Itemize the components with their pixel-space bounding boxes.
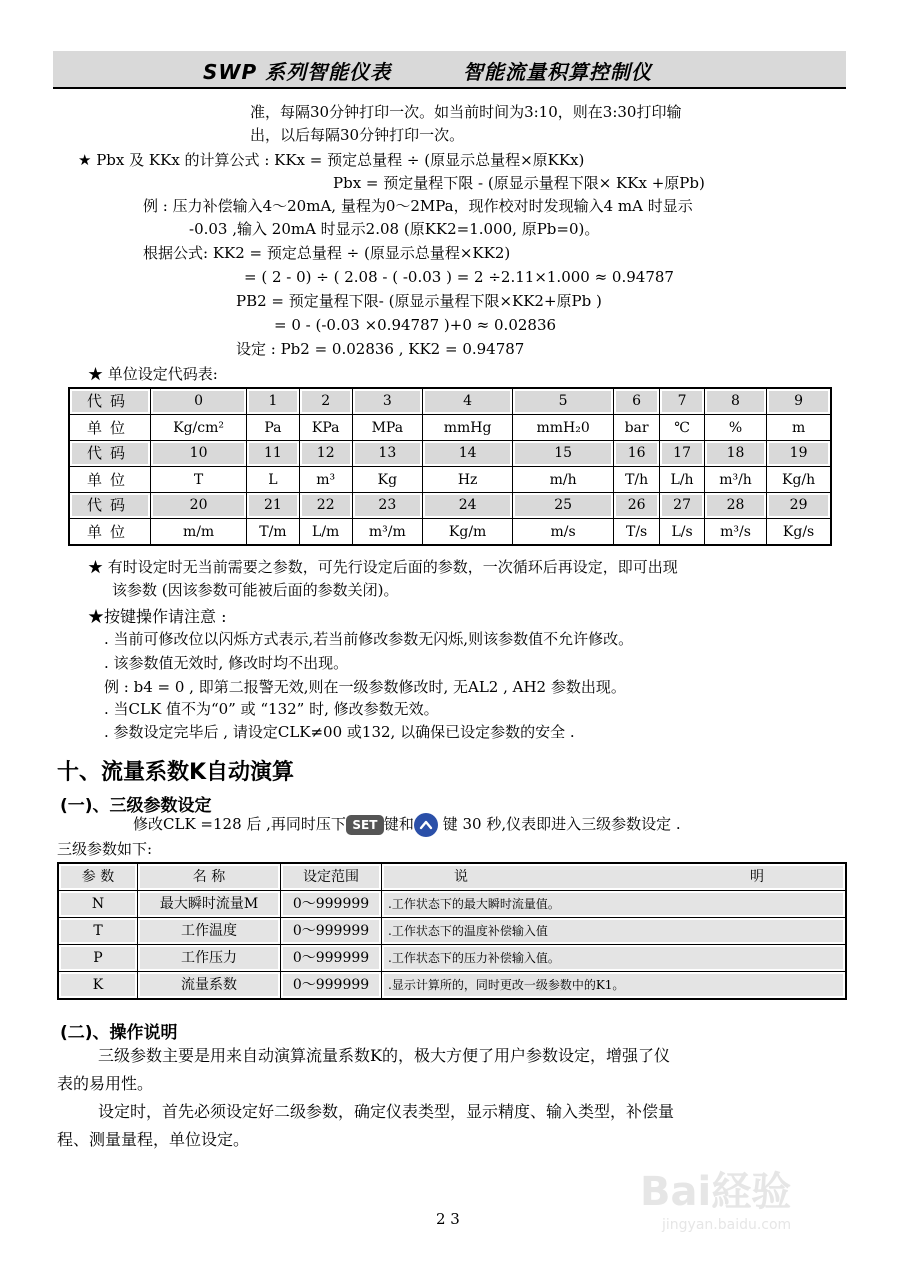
unit-cell: m³/s — [704, 519, 766, 546]
code-value: 27 — [662, 495, 702, 516]
unit-label-cell — [69, 467, 151, 493]
param-row — [58, 972, 846, 1000]
up-arrow-key-icon — [414, 813, 438, 837]
param-range: 0～999999 — [283, 920, 379, 942]
body-line: 设定时，首先必须设定好二级参数，确定仪表类型，显示精度、输入类型，补偿量 — [98, 1102, 675, 1121]
unit-cell: m/m — [151, 519, 247, 546]
param-range: 0～999999 — [283, 974, 379, 996]
code-cell — [513, 441, 614, 467]
code-cell — [247, 493, 300, 519]
unit-table-title: ★ 单位设定代码表: — [88, 365, 218, 383]
note-heading: ★按键操作请注意 : — [88, 607, 227, 626]
code-cell — [767, 441, 831, 467]
param-desc: .工作状态下的最大瞬时流量值。 — [384, 893, 843, 915]
para-line: 准，每隔30分钟打印一次。如当前时间为3:10，则在3:30打印输 — [250, 103, 682, 121]
code-cell — [422, 493, 512, 519]
body-line: 三级参数主要是用来自动演算流量系数K的，极大方便了用户参数设定，增强了仪 — [98, 1046, 670, 1065]
unit-cell: m/h — [513, 467, 614, 493]
code-value: 14 — [425, 443, 510, 464]
param-intro: 三级参数如下: — [57, 840, 153, 858]
unit-cell: m³/m — [352, 519, 422, 546]
code-cell — [767, 493, 831, 519]
code-value: 17 — [662, 443, 702, 464]
param-name: 流量系数 — [140, 974, 278, 996]
formula-line: 设定 : Pb2 = 0.02836 , KK2 = 0.94787 — [236, 340, 525, 358]
body-line: 表的易用性。 — [57, 1074, 154, 1093]
unit-cell: m/s — [513, 519, 614, 546]
unit-cell: Kg/h — [767, 467, 831, 493]
note-line: . 当前可修改位以闪烁方式表示,若当前修改参数无闪烁,则该参数值不允许修改。 — [104, 630, 634, 648]
unit-cell: MPa — [352, 415, 422, 441]
code-value: 9 — [769, 391, 828, 412]
header-cell: 设定范围 — [283, 866, 379, 888]
code-cell — [704, 388, 766, 415]
unit-cell: bar — [613, 415, 659, 441]
unit-cell: mmHg — [422, 415, 512, 441]
watermark-brand: Bai経验 — [640, 1169, 792, 1215]
unit-code-table — [68, 387, 832, 546]
unit-code-row — [69, 441, 831, 467]
param-name: 工作温度 — [140, 920, 278, 942]
code-cell — [422, 441, 512, 467]
unit-label: 单位 — [86, 419, 133, 437]
watermark — [640, 1160, 791, 1233]
code-cell — [352, 441, 422, 467]
param-range: 0～999999 — [283, 893, 379, 915]
code-cell — [767, 388, 831, 415]
unit-cell: T/h — [613, 467, 659, 493]
code-value: 21 — [249, 495, 297, 516]
code-value: 19 — [769, 443, 828, 464]
unit-cell: L/m — [299, 519, 352, 546]
unit-name-row — [69, 519, 831, 546]
param-table — [57, 862, 847, 1000]
code-cell — [352, 388, 422, 415]
code-label: 代码 — [72, 391, 148, 412]
code-value: 22 — [302, 495, 350, 516]
code-value: 28 — [707, 495, 764, 516]
param-range: 0～999999 — [283, 947, 379, 969]
watermark-url: jingyan.baidu.com — [662, 1217, 792, 1233]
code-value: 24 — [425, 495, 510, 516]
page-number: 2 3 — [436, 1210, 460, 1228]
note-line: 该参数 (因该参数可能被后面的参数关闭)。 — [112, 581, 399, 599]
note-line: ★ 有时设定时无当前需要之参数，可先行设定后面的参数，一次循环后再设定，即可出现 — [88, 558, 678, 576]
code-cell — [704, 441, 766, 467]
param-table-header — [58, 863, 846, 891]
unit-cell: L — [247, 467, 300, 493]
unit-cell: m — [767, 415, 831, 441]
header-cell: 名 称 — [140, 866, 278, 888]
section-title: 十、流量系数K自动演算 — [57, 760, 295, 785]
unit-cell: Kg/cm² — [151, 415, 247, 441]
param-symbol: P — [61, 947, 135, 969]
note-line: . 参数设定完毕后 , 请设定CLK≠00 或132, 以确保已设定参数的安全 . — [104, 723, 575, 741]
header-word: 说 — [454, 869, 468, 885]
param-desc: .工作状态下的压力补偿输入值。 — [384, 947, 843, 969]
unit-cell: T/m — [247, 519, 300, 546]
code-cell — [660, 493, 705, 519]
code-label-cell — [69, 388, 151, 415]
note-line: 例 : b4 = 0 , 即第二报警无效,则在一级参数修改时, 无AL2 , AH2 参数出现。 — [104, 678, 626, 696]
unit-label: 单位 — [86, 523, 133, 541]
code-cell — [247, 388, 300, 415]
unit-cell: Pa — [247, 415, 300, 441]
param-name: 工作压力 — [140, 947, 278, 969]
unit-cell: Kg/m — [422, 519, 512, 546]
unit-cell: Kg — [352, 467, 422, 493]
unit-code-row — [69, 493, 831, 519]
unit-cell: KPa — [299, 415, 352, 441]
code-cell — [151, 388, 247, 415]
note-line: . 该参数值无效时, 修改时均不出现。 — [104, 654, 349, 672]
param-symbol: T — [61, 920, 135, 942]
code-label-cell — [69, 493, 151, 519]
header-series: SWP 系列智能仪表 — [203, 60, 392, 84]
param-row — [58, 918, 846, 945]
subsection-title: (一)、三级参数设定 — [60, 796, 212, 816]
unit-name-row — [69, 467, 831, 493]
code-cell — [247, 441, 300, 467]
code-label: 代码 — [72, 443, 148, 464]
code-cell — [151, 493, 247, 519]
subsection-title: (二)、操作说明 — [60, 1023, 178, 1043]
code-label-cell — [69, 441, 151, 467]
unit-cell: mmH₂0 — [513, 415, 614, 441]
unit-cell: T/s — [613, 519, 659, 546]
unit-cell: % — [704, 415, 766, 441]
code-value: 25 — [515, 495, 611, 516]
code-cell — [513, 388, 614, 415]
code-cell — [299, 441, 352, 467]
code-value: 26 — [616, 495, 657, 516]
formula-line: ★ Pbx 及 KKx 的计算公式 : KKx = 预定总量程 ÷ (原显示总量程×原KKx) — [78, 151, 585, 169]
code-value: 12 — [302, 443, 350, 464]
param-symbol: N — [61, 893, 135, 915]
code-cell — [352, 493, 422, 519]
code-value: 7 — [662, 391, 702, 412]
formula-line: = ( 2 - 0) ÷ ( 2.08 - ( -0.03 ) = 2 ÷2.11×1.000 ≈ 0.94787 — [244, 268, 674, 286]
code-cell — [613, 493, 659, 519]
code-value: 0 — [153, 391, 244, 412]
code-cell — [422, 388, 512, 415]
unit-cell: Hz — [422, 467, 512, 493]
param-desc: .工作状态下的温度补偿输入值 — [384, 920, 843, 942]
param-name: 最大瞬时流量M — [140, 893, 278, 915]
param-row — [58, 945, 846, 972]
unit-label: 单位 — [86, 471, 133, 489]
code-cell — [660, 441, 705, 467]
instruction-line — [133, 813, 681, 837]
page-header — [53, 51, 846, 89]
code-cell — [613, 441, 659, 467]
unit-cell: L/s — [660, 519, 705, 546]
param-symbol: K — [61, 974, 135, 996]
unit-code-row — [69, 388, 831, 415]
example-line: 例 : 压力补偿输入4～20mA, 量程为0～2MPa，现作校对时发现输入4 mA 时显示 — [143, 197, 693, 215]
code-value: 8 — [707, 391, 764, 412]
code-value: 11 — [249, 443, 297, 464]
unit-cell: ℃ — [660, 415, 705, 441]
unit-label-cell — [69, 415, 151, 441]
code-value: 29 — [769, 495, 828, 516]
unit-cell: T — [151, 467, 247, 493]
instruction-text: 修改CLK =128 后 ,再同时压下 — [133, 815, 346, 833]
para-line: 出，以后每隔30分钟打印一次。 — [250, 126, 465, 144]
instruction-text: 键 30 秒,仪表即进入三级参数设定 . — [442, 815, 681, 833]
code-value: 15 — [515, 443, 611, 464]
header-cell: 参 数 — [61, 866, 135, 888]
unit-cell: L/h — [660, 467, 705, 493]
code-cell — [513, 493, 614, 519]
code-cell — [151, 441, 247, 467]
code-label: 代码 — [72, 495, 148, 516]
unit-cell: m³/h — [704, 467, 766, 493]
code-cell — [613, 388, 659, 415]
code-value: 2 — [302, 391, 350, 412]
instruction-text: 键和 — [383, 815, 414, 833]
code-value: 10 — [153, 443, 244, 464]
code-cell — [660, 388, 705, 415]
code-value: 6 — [616, 391, 657, 412]
unit-label-cell — [69, 519, 151, 546]
body-line: 程、测量量程，单位设定。 — [57, 1130, 250, 1149]
unit-cell: m³ — [299, 467, 352, 493]
param-row — [58, 891, 846, 918]
code-value: 5 — [515, 391, 611, 412]
code-cell — [299, 388, 352, 415]
param-desc: .显示计算所的，同时更改一级参数中的K1。 — [384, 974, 843, 996]
unit-name-row — [69, 415, 831, 441]
set-key-icon: SET — [346, 815, 384, 835]
formula-line: = 0 - (-0.03 ×0.94787 )+0 ≈ 0.02836 — [274, 316, 557, 334]
code-value: 23 — [355, 495, 420, 516]
header-product: 智能流量积算控制仪 — [463, 60, 652, 84]
code-value: 1 — [249, 391, 297, 412]
header-cell-desc — [384, 866, 843, 888]
formula-line: Pbx = 预定量程下限 - (原显示量程下限× KKx +原Pb) — [333, 174, 705, 192]
formula-line: 根据公式: KK2 = 预定总量程 ÷ (原显示总量程×KK2) — [143, 244, 511, 262]
note-line: . 当CLK 值不为“0” 或 “132” 时, 修改参数无效。 — [104, 700, 439, 718]
code-value: 20 — [153, 495, 244, 516]
header-word: 明 — [750, 869, 764, 885]
example-line: -0.03 ,输入 20mA 时显示2.08 (原KK2=1.000, 原Pb=0)。 — [189, 220, 600, 238]
code-value: 3 — [355, 391, 420, 412]
formula-line: PB2 = 预定量程下限- (原显示量程下限×KK2+原Pb ) — [236, 292, 602, 310]
code-value: 4 — [425, 391, 510, 412]
code-value: 16 — [616, 443, 657, 464]
code-value: 13 — [355, 443, 420, 464]
unit-cell: Kg/s — [767, 519, 831, 546]
code-cell — [299, 493, 352, 519]
code-cell — [704, 493, 766, 519]
code-value: 18 — [707, 443, 764, 464]
